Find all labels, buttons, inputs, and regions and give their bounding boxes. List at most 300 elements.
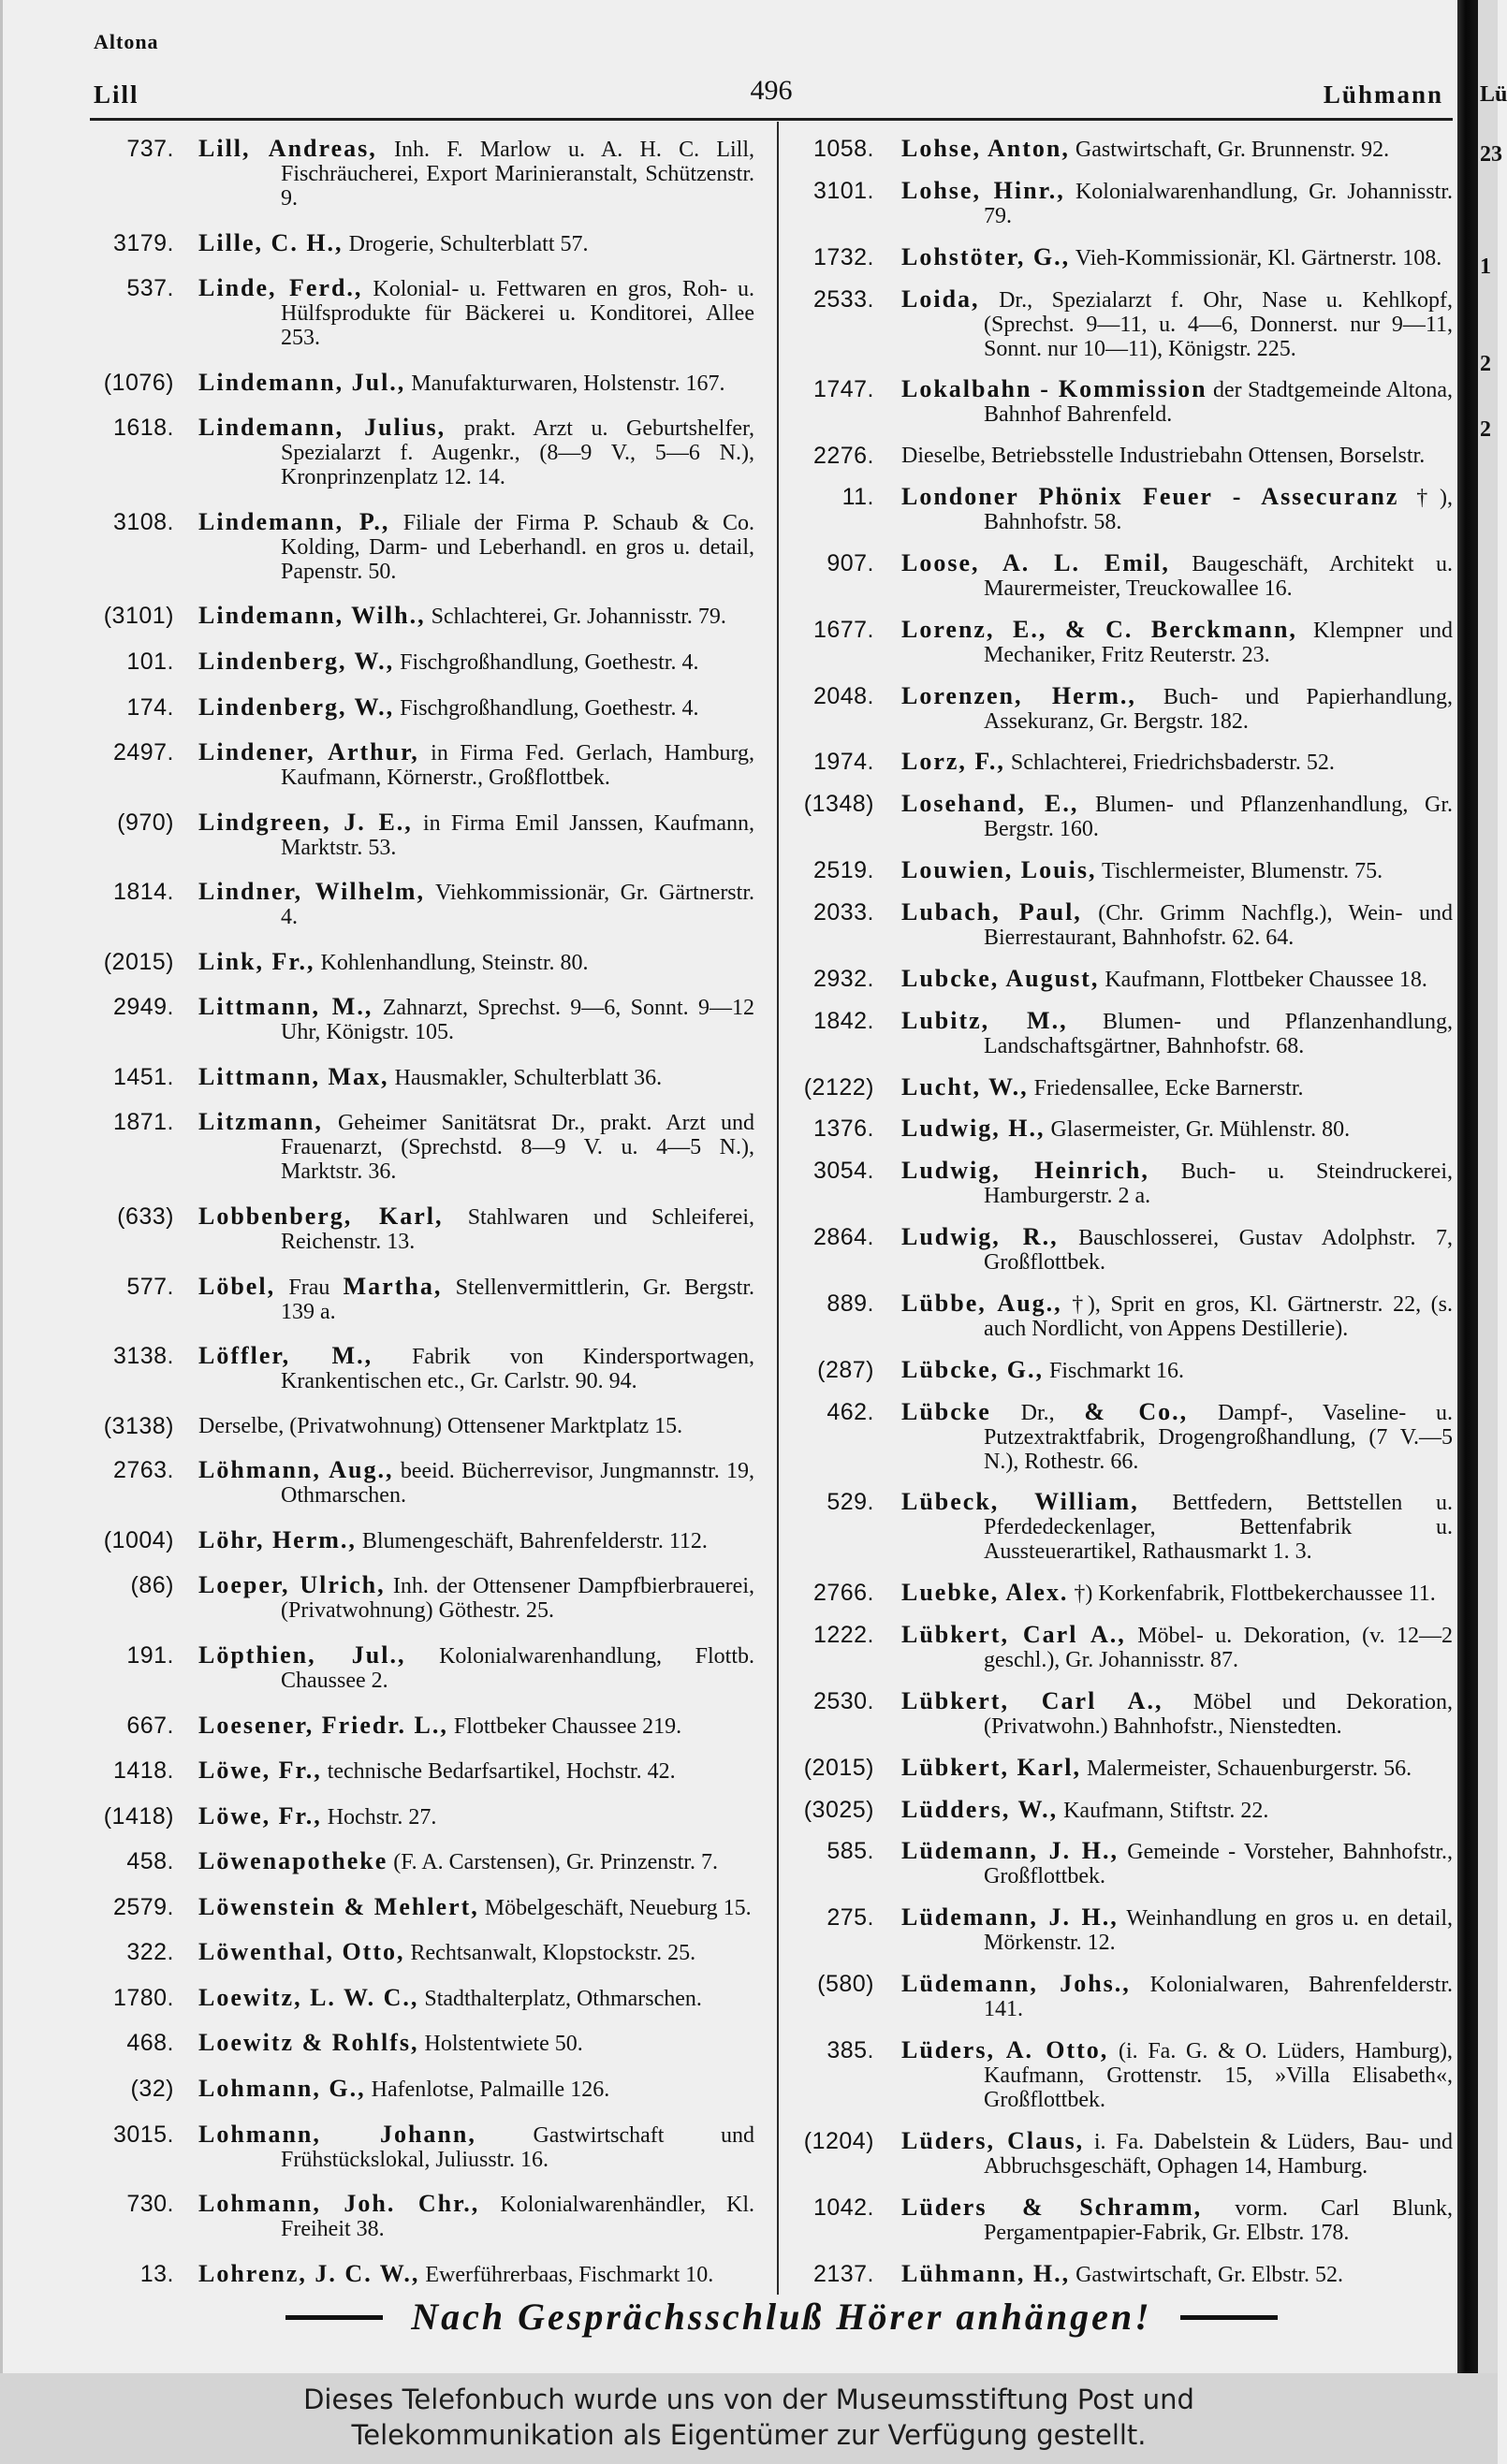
phone-number: 2276. [812, 443, 874, 470]
entry-details: Buch- u. Steindruckerei, Hamburgerstr. 2 a. [984, 1159, 1453, 1209]
next-page-edge [1478, 0, 1507, 2373]
directory-entry [82, 1849, 754, 1874]
subscriber-name: Lubcke, August, [901, 964, 1100, 992]
subscriber-name: Lübkert, Carl A., [901, 1621, 1126, 1649]
entry-details: Glasermeister, Gr. Mühlenstr. 80. [1050, 1117, 1351, 1143]
entry-details: †), Sprit en gros, Kl. Gärtnerstr. 22, (s. auch Nordlicht, von Appens Destillerie). [984, 1291, 1454, 1341]
subscriber-name: Lindner, Wilhelm, [198, 878, 425, 906]
subscriber-name: Loewitz, L. W. C., [198, 1983, 419, 2011]
subscriber-name: Löbel, [198, 1272, 276, 1300]
directory-entry [82, 995, 754, 1044]
entry-details: Inh. F. Marlow u. A. H. C. Lill, Fischräucherei, Export Marinieranstalt, Schützenstr. 9. [281, 138, 754, 211]
entry-details: Baugeschäft, Architekt u. Maurermeister, Treuckowallee 16. [984, 551, 1453, 601]
directory-entry [792, 176, 1453, 228]
entry-details: Stadthalterplatz, Othmarschen. [424, 1986, 702, 2011]
subscriber-name: Löwenapotheke [198, 1847, 388, 1875]
entry-text [198, 604, 754, 629]
phone-number: 1222. [812, 1622, 874, 1649]
directory-entry [82, 1344, 754, 1393]
entry-details: Kolonialwarenhandlung, Gr. Johannisstr. 79. [984, 179, 1453, 228]
directory-entry [792, 1116, 1453, 1142]
entry-text [198, 740, 754, 790]
phone-number: 2932. [812, 965, 874, 992]
phone-number: 385. [827, 2037, 874, 2063]
subscriber-name: Loeper, Ulrich, [198, 1571, 386, 1599]
subscriber-name: & Co., [1084, 1397, 1189, 1425]
entry-details: Hafenlotse, Palmaille 126. [371, 2078, 610, 2102]
directory-entry [792, 377, 1453, 427]
phone-number: (1204) [803, 2127, 874, 2154]
subscriber-name: Lohmann, Joh. Chr., [198, 2190, 480, 2218]
subscriber-name: Lindemann, Jul., [198, 368, 406, 396]
subscriber-name: Löwe, Fr., [198, 1801, 322, 1830]
directory-entry [792, 1072, 1453, 1101]
entry-text [901, 1753, 1453, 1781]
phone-number: 174. [126, 693, 174, 721]
subscriber-name: Lüders & Schramm, [901, 2193, 1203, 2221]
entry-text [198, 1204, 754, 1254]
entry-text [198, 137, 754, 211]
page-number: 496 [750, 75, 793, 106]
entry-text [901, 1355, 1453, 1383]
phone-number: 537. [126, 275, 174, 302]
entry-text [198, 649, 754, 675]
directory-entry [792, 1623, 1453, 1672]
entry-details: Malermeister, Schauenburgerstr. 56. [1086, 1756, 1412, 1781]
subscriber-name: Loewitz & Rohlfs, [198, 2029, 419, 2057]
entry-text [198, 2192, 754, 2241]
entry-details: Stahlwaren und Schleiferei, Reichenstr. 13. [281, 1205, 754, 1254]
entry-details: Blumengeschäft, Bahrenfelderstr. 112. [361, 1528, 708, 1553]
directory-entry [82, 1940, 754, 1965]
directory-entry [792, 1686, 1454, 1739]
entry-details: Dieselbe, Betriebsstelle Industriebahn Ottensen, Borselstr. [901, 444, 1426, 469]
phone-number: 13. [139, 2260, 174, 2287]
phone-number: 2766. [812, 1580, 874, 1607]
phone-number: (580) [817, 1971, 874, 1998]
entry-details: †) Korkenfabrik, Flottbekerchaussee 11. [1074, 1582, 1436, 1607]
directory-entry [82, 947, 754, 975]
subscriber-name: Lüdemann, Johs., [901, 1970, 1131, 1998]
subscriber-name: Lucht, W., [901, 1072, 1029, 1101]
directory-entry [792, 2038, 1453, 2112]
subscriber-name: Loose, A. L. Emil, [901, 548, 1170, 576]
entry-details: Gastwirtschaft und Frühstückslokal, Juliusstr. 16. [281, 2122, 754, 2172]
subscriber-name: Lille, C. H., [198, 228, 344, 256]
subscriber-name: Lindemann, P., [198, 507, 390, 535]
phone-number: (2122) [803, 1073, 874, 1101]
directory-entry [792, 1291, 1453, 1341]
subscriber-name: Lübeck, William, [901, 1488, 1139, 1516]
subscriber-name: Löwenthal, Otto, [198, 1938, 405, 1966]
right-column [792, 137, 1453, 2287]
directory-entry [82, 1713, 754, 1739]
directory-entry [82, 604, 754, 629]
phone-number: 1618. [112, 415, 174, 442]
subscriber-name: Löhmann, Aug., [198, 1456, 394, 1484]
entry-text [198, 995, 754, 1044]
entry-text [901, 1072, 1453, 1101]
entry-text [901, 1116, 1453, 1142]
phone-number: 2519. [812, 857, 874, 884]
entry-text [901, 1686, 1454, 1739]
subscriber-name: Luebke, Alex. [901, 1579, 1069, 1607]
entry-details: Blumen- und Pflanzenhandlung, Landschaftsgärtner, Bahnhofstr. 68. [984, 1009, 1453, 1058]
subscriber-name: Lüdemann, J. H., [901, 1903, 1119, 1932]
entry-text [198, 880, 754, 929]
phone-number: 2864. [812, 1224, 874, 1251]
entry-details: Inh. der Ottensener Dampfbierbrauerei, (Privatwohnung) Göthestr. 25. [281, 1574, 754, 1624]
entry-text [901, 681, 1453, 734]
entry-text [198, 1344, 754, 1393]
directory-entry [82, 1062, 754, 1090]
subscriber-name: Lorenzen, Herm., [901, 681, 1136, 709]
phone-number: 667. [126, 1712, 174, 1739]
subscriber-name: Lubach, Paul, [901, 897, 1082, 926]
directory-entry [82, 228, 754, 256]
entry-details: der Stadtgemeinde Altona, Bahnhof Bahrenfeld. [984, 378, 1454, 428]
phone-number: 737. [126, 136, 174, 162]
directory-entry [792, 2195, 1453, 2245]
notice-text: Nach Gesprächsschluß Hörer anhängen! [411, 2296, 1152, 2338]
subscriber-name: Löwe, Fr., [198, 1757, 322, 1785]
entry-details: (i. Fa. G. & O. Lüders, Hamburg), Kaufmann, Grottenstr. 15, »Villa Elisabeth«, Großflottbek. [984, 2039, 1454, 2112]
entry-text [198, 1062, 754, 1090]
entry-text [901, 792, 1453, 841]
entry-details: Buch- und Papierhandlung, Assekuranz, Gr. Bergstr. 182. [984, 684, 1453, 734]
entry-text [198, 1525, 754, 1553]
phone-number: 1058. [812, 136, 874, 162]
subscriber-name: Löpthien, Jul., [198, 1640, 406, 1669]
entry-details: Tischlermeister, Blumenstr. 75. [1102, 859, 1383, 884]
entry-text [198, 1458, 754, 1508]
subscriber-name: Löffler, M., [198, 1342, 373, 1370]
subscriber-name: Ludwig, R., [901, 1223, 1059, 1251]
subscriber-name: Lübbe, Aug., [901, 1289, 1062, 1317]
directory-entry [82, 2192, 754, 2241]
phone-number: 1747. [812, 376, 874, 403]
subscriber-name: Lüdders, W., [901, 1795, 1059, 1823]
phone-number: 462. [827, 1398, 874, 1425]
subscriber-name: Lindemann, Julius, [198, 414, 446, 442]
entry-details: Hausmakler, Schulterblatt 36. [394, 1065, 663, 1090]
subscriber-name: Lubitz, M., [901, 1006, 1068, 1034]
subscriber-name: Lokalbahn - Kommission [901, 375, 1207, 403]
directory-entry [82, 1414, 754, 1438]
entry-details: Dampf-, Vaseline- u. Putzextraktfabrik, Drogengroßhandlung, (7 V.—5 N.), Rothestr. 66. [984, 1400, 1454, 1474]
subscriber-name: Lindgreen, J. E., [198, 808, 413, 836]
entry-details: Bauschlosserei, Gustav Adolphstr. 7, Großflottbek. [984, 1226, 1454, 1276]
phone-number: (970) [117, 809, 174, 836]
phone-number: 2579. [112, 1893, 174, 1920]
entry-text [901, 548, 1453, 601]
directory-entry [792, 1753, 1453, 1781]
phone-number: 101. [126, 648, 174, 675]
entry-text [198, 1272, 755, 1324]
phone-number: (2015) [803, 1754, 874, 1781]
phone-number: (633) [117, 1203, 174, 1230]
subscriber-name: Londoner Phönix Feuer - Assecuranz [901, 483, 1399, 511]
directory-entry [82, 1525, 754, 1553]
subscriber-name: Lohstöter, G., [901, 242, 1071, 270]
entry-details: Rechtsanwalt, Klopstockstr. 25. [410, 1941, 696, 1966]
phone-number: 2033. [812, 898, 874, 926]
directory-entry [792, 548, 1453, 601]
subscriber-name: Lüders, Claus, [901, 2126, 1085, 2154]
entry-text [901, 377, 1453, 427]
entry-text [901, 2038, 1453, 2112]
phone-number: 3179. [112, 229, 174, 256]
entry-details: Kolonialwaren, Bahrenfelderstr. 141. [984, 1973, 1453, 2022]
entry-details: Möbelgeschäft, Neueburg 15. [484, 1895, 752, 1920]
entry-text [198, 1983, 754, 2011]
entry-details: Gastwirtschaft, Gr. Brunnenstr. 92. [1075, 138, 1390, 162]
entry-text [198, 368, 754, 396]
entry-details: Klempner und Mechaniker, Fritz Reuterstr. 23. [984, 618, 1453, 667]
entry-details: Bettfedern, Bettstellen u. Pferdedeckenlager, Bettenfabrik u. Aussteuerartikel, Rathausmarkt 1. 3. [984, 1491, 1453, 1565]
phone-number: 1780. [112, 1984, 174, 2011]
subscriber-name: Lindemann, Wilh., [198, 602, 426, 630]
directory-entry [82, 1272, 755, 1324]
subscriber-name: Linde, Ferd., [198, 274, 363, 302]
entry-text [901, 1397, 1454, 1474]
subscriber-name: Lobbenberg, Karl, [198, 1203, 444, 1230]
entry-details: Derselbe, (Privatwohnung) Ottensener Marktplatz 15. [198, 1413, 683, 1438]
entry-details: vorm. Carl Blunk, Pergamentpapier-Fabrik, Gr. Elbstr. 178. [984, 2195, 1454, 2245]
credit-line-1: Dieses Telefonbuch wurde uns von der Museumsstiftung Post und [303, 2384, 1194, 2415]
directory-entry [82, 810, 754, 860]
entry-details: (Chr. Grimm Nachflg.), Wein- und Bierrestaurant, Bahnhofstr. 62. 64. [984, 900, 1454, 950]
subscriber-name: Lübkert, Carl A., [901, 1686, 1163, 1714]
subscriber-name: Ludwig, Heinrich, [901, 1157, 1149, 1185]
entry-details: Ewerführerbaas, Fischmarkt 10. [425, 2262, 714, 2287]
directory-entry [792, 750, 1453, 775]
entry-details: Fischgroßhandlung, Goethestr. 4. [400, 695, 699, 721]
entry-details: prakt. Arzt u. Geburtshelfer, Spezialarzt f. Augenkr., (8—9 V., 5—6 N.), Kronprinzenplatz 12. 14. [281, 416, 755, 490]
entry-details: Vieh-Kommissionär, Kl. Gärtnerstr. 108. [1075, 245, 1442, 270]
subscriber-name: Lüdemann, J. H., [901, 1837, 1119, 1865]
phone-number: 3138. [112, 1343, 174, 1370]
directory-entry [792, 1490, 1453, 1564]
directory-entry [82, 695, 754, 721]
directory-entry [82, 1758, 754, 1784]
entry-text [901, 964, 1453, 992]
phone-number: 1871. [112, 1109, 174, 1136]
phone-number: 3054. [812, 1158, 874, 1185]
entry-details: in Firma Emil Janssen, Kaufmann, Marktstr. 53. [281, 810, 755, 860]
phone-number: 1842. [812, 1007, 874, 1034]
book-binding-shadow [1457, 0, 1478, 2373]
entry-details: beeid. Bücherrevisor, Jungmannstr. 19, Othmarschen. [281, 1459, 755, 1509]
subscriber-name: Lohse, Hinr., [901, 176, 1065, 204]
entry-text [198, 1892, 754, 1920]
notice-dash-left [285, 2315, 383, 2320]
phone-number: 1042. [812, 2194, 874, 2221]
entry-details: Flottbeker Chaussee 219. [453, 1713, 682, 1739]
entry-text [198, 1640, 754, 1693]
entry-details: Gemeinde - Vorsteher, Bahnhofstr., Großflottbek. [984, 1840, 1453, 1889]
directory-entry [792, 1795, 1453, 1823]
phone-number: (1418) [103, 1802, 174, 1830]
entry-details: Geheimer Sanitätsrat Dr., prakt. Arzt und Frauenarzt, (Sprechstd. 8—9 V. u. 4—5 N.), Marktstr. 36. [281, 1111, 755, 1185]
directory-entry [82, 1640, 754, 1693]
entry-details: Kaufmann, Stiftstr. 22. [1063, 1798, 1269, 1823]
next-page-fragment: 1 [1480, 255, 1491, 279]
header-last-keyword: Lühmann [1323, 80, 1443, 109]
entry-details: Holstentwiete 50. [424, 2032, 583, 2057]
subscriber-name: Lohmann, G., [198, 2075, 366, 2102]
entry-text [901, 444, 1453, 468]
entry-text [901, 1623, 1453, 1672]
entry-details: Blumen- und Pflanzenhandlung, Gr. Bergstr. 160. [984, 793, 1454, 842]
directory-entry [792, 964, 1453, 992]
phone-number: 1732. [812, 243, 874, 270]
subscriber-name: Lüders, A. Otto, [901, 2036, 1109, 2063]
subscriber-name: Lübcke, G., [901, 1355, 1045, 1383]
directory-entry [792, 1581, 1453, 1606]
directory-entry [82, 1983, 754, 2011]
subscriber-name: Link, Fr., [198, 947, 315, 975]
phone-number: 2533. [812, 285, 874, 313]
entry-details: †), Bahnhofstr. 58. [984, 486, 1453, 535]
directory-entry [82, 416, 754, 489]
entry-text [198, 1758, 754, 1784]
subscriber-name: Lohrenz, J. C. W., [198, 2259, 420, 2287]
entry-text [901, 1581, 1453, 1606]
directory-entry [792, 1159, 1453, 1208]
subscriber-name: Lorz, F., [901, 748, 1005, 776]
phone-number: 3015. [112, 2121, 174, 2148]
phone-number: 468. [126, 2030, 174, 2057]
footer-notice [0, 2295, 1498, 2340]
phone-number: 585. [827, 1838, 874, 1865]
phone-number: 2530. [812, 1687, 874, 1714]
directory-entry [792, 792, 1453, 841]
directory-entry [82, 276, 754, 350]
subscriber-name: Lühmann, H., [901, 2259, 1071, 2287]
directory-entry [792, 615, 1453, 667]
entry-details: Möbel- u. Dekoration, (v. 12—2 geschl.), Gr. Johannisstr. 87. [984, 1624, 1454, 1673]
entry-details: Fabrik von Kindersportwagen, Krankentischen etc., Gr. Carlstr. 90. 94. [281, 1345, 754, 1394]
directory-entry [82, 1458, 754, 1508]
entry-details: Fischmarkt 16. [1049, 1358, 1185, 1383]
entry-text [901, 750, 1453, 775]
entry-details: i. Fa. Dabelstein & Lüders, Bau- und Abbruchsgeschäft, Ophagen 14, Hamburg. [984, 2129, 1453, 2179]
phone-number: 322. [126, 1939, 174, 1966]
subscriber-name: Littmann, M., [198, 993, 373, 1021]
entry-text [901, 242, 1453, 270]
directory-entry [82, 1892, 754, 1920]
entry-text [198, 1801, 754, 1830]
entry-text [901, 2126, 1453, 2179]
entry-text [198, 1110, 754, 1184]
directory-entry [792, 2126, 1453, 2179]
phone-number: 1677. [812, 616, 874, 643]
subscriber-name: Lill, Andreas, [198, 135, 377, 162]
credit-line-2: Telekommunikation als Eigentümer zur Verfügung gestellt. [351, 2419, 1147, 2451]
entry-text [901, 284, 1453, 361]
phone-number: 577. [126, 1273, 174, 1300]
directory-entry [82, 2031, 754, 2056]
next-page-fragment: Lü [1480, 82, 1507, 107]
entry-text [901, 1291, 1453, 1341]
directory-entry [792, 681, 1453, 734]
entry-text [198, 1849, 754, 1874]
phone-number: (3101) [103, 603, 174, 630]
directory-entry [82, 880, 754, 929]
directory-entry [792, 1972, 1453, 2021]
directory-entry [792, 284, 1453, 361]
directory-entry [82, 2122, 754, 2172]
entry-text [901, 176, 1453, 228]
entry-text [198, 695, 754, 721]
directory-entry [792, 444, 1453, 468]
subscriber-name: Lübcke [901, 1397, 991, 1425]
entry-text [198, 1414, 754, 1438]
phone-number: (1004) [103, 1526, 174, 1553]
phone-number: 889. [827, 1290, 874, 1317]
directory-entry [792, 2259, 1453, 2287]
directory-entry [792, 1355, 1453, 1383]
entry-details: Fischgroßhandlung, Goethestr. 4. [400, 649, 699, 675]
entry-details: Frau [288, 1275, 330, 1300]
phone-number: 11. [841, 484, 874, 511]
directory-entry [792, 1397, 1454, 1474]
entry-details: Kolonialwarenhandlung, Flottb. Chaussee 2. [281, 1643, 754, 1693]
place-name: Altona [94, 30, 159, 53]
directory-entry [82, 137, 754, 211]
entry-text [198, 228, 754, 256]
entry-details: in Firma Fed. Gerlach, Hamburg, Kaufmann, Körnerstr., Großflottbek. [281, 741, 755, 791]
entry-text [901, 615, 1453, 667]
entry-text [901, 1490, 1453, 1564]
header-first-keyword: Lill [94, 80, 139, 109]
entry-text [901, 1839, 1453, 1888]
entry-text [901, 897, 1454, 950]
header-rule [90, 118, 1453, 121]
notice-dash-right [1180, 2315, 1278, 2320]
column-divider [777, 122, 779, 2295]
entry-text [198, 1713, 754, 1739]
subscriber-name: Loesener, Friedr. L., [198, 1711, 448, 1739]
entry-details: Dr., Spezialarzt f. Ohr, Nase u. Kehlkopf, (Sprechst. 9—11, u. 4—6, Donnerst. nur 9—11, Sonnt. nur 10—11), Königstr. 225. [984, 287, 1453, 361]
subscriber-name: Löwenstein & Mehlert, [198, 1892, 479, 1920]
entry-text [901, 1006, 1453, 1058]
phone-number: 458. [126, 1848, 174, 1875]
phone-number: 1418. [112, 1757, 174, 1785]
phone-number: 2137. [812, 2260, 874, 2287]
entry-details: Stellenvermittlerin, Gr. Bergstr. 139 a. [281, 1275, 755, 1324]
directory-entry [82, 1801, 754, 1830]
directory-entry [82, 2259, 754, 2287]
directory-entry [82, 740, 754, 790]
directory-entry [82, 368, 754, 396]
entry-text [198, 2031, 754, 2056]
directory-entry [792, 897, 1454, 950]
entry-details: Viehkommissionär, Gr. Gärtnerstr. 4. [281, 881, 754, 930]
phone-number: (3025) [803, 1796, 874, 1823]
phone-number: 907. [827, 549, 874, 576]
phone-number: 1376. [812, 1115, 874, 1143]
directory-entry [82, 2077, 754, 2102]
subscriber-name: Ludwig, H., [901, 1115, 1046, 1143]
subscriber-name: Litzmann, [198, 1108, 323, 1136]
phone-number: 2497. [112, 739, 174, 766]
entry-details: Kaufmann, Flottbeker Chaussee 18. [1105, 967, 1427, 992]
directory-entry [792, 1839, 1453, 1888]
entry-text [198, 1573, 754, 1623]
subscriber-name: Martha, [343, 1272, 443, 1300]
